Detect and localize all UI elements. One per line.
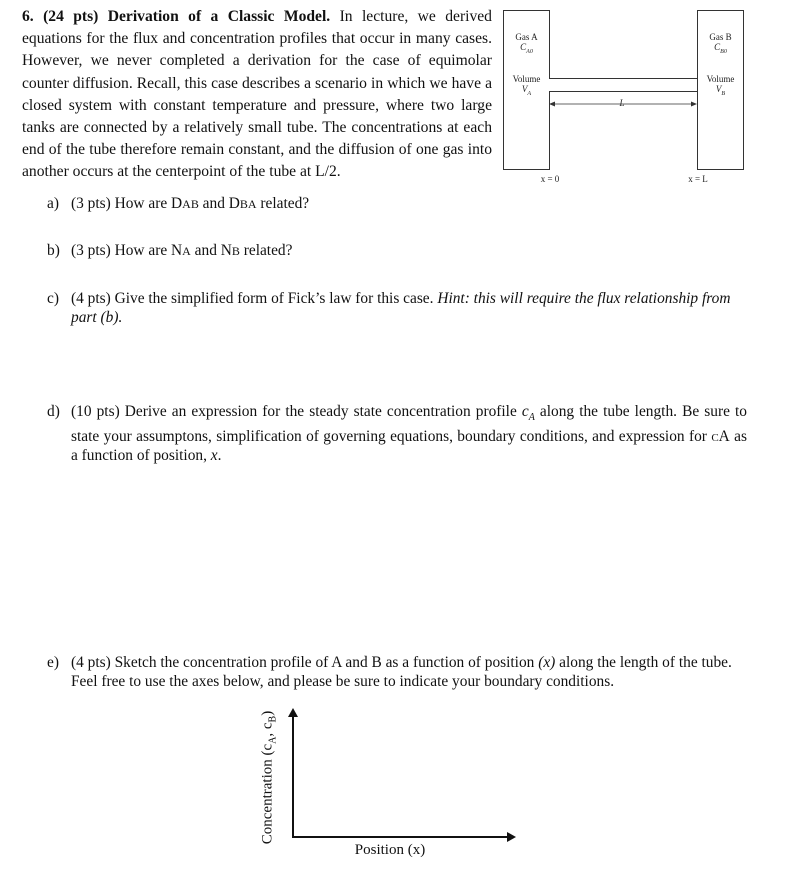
problem-text: In lecture, we derived equations for the flux and concentration profiles that occur in many cases. However, we never completed a derivation for the case of equimolar counter diffusion. Recall, this case describes a scenario in which we have a closed system with constant temperature and pressure, where two large tanks are connected by a relatively small tube. The concentrations at each end of the tube therefore remain constant, and the diffusion of one gas into another occurs at the centerpoint of the tube at L/2. — [22, 8, 492, 181]
x-axis-arrowhead — [506, 831, 516, 843]
question-d: d) (10 pts) Derive an expression for the steady state concentration profile $c_A$ along the tube length. Be sure to state your assumptons, simplification of governing equations, boundary conditions, and expression for cA as a function of position, x. — [47, 403, 747, 465]
tank-b-gas-label: Gas B $C_{B0}$ — [709, 32, 732, 55]
sketch-axes — [250, 700, 550, 870]
tank-a-volume-label: Volume $V_A$ — [512, 74, 541, 97]
y-axis-arrowhead — [287, 708, 299, 718]
length-label: L — [619, 98, 625, 108]
x-axis — [292, 836, 508, 838]
y-axis-label: Concentration ($c_A$, $c_B$) — [259, 710, 279, 845]
y-axis — [292, 714, 294, 838]
question-b: b) (3 pts) How are NA and NB related? — [47, 242, 293, 259]
x0-label: x = 0 — [540, 174, 560, 184]
question-a: a) (3 pts) How are DAB and DBA related? — [47, 195, 310, 212]
xL-label: x = L — [688, 174, 708, 184]
connecting-tube — [549, 78, 697, 92]
question-e: e) (4 pts) Sketch the concentration profile of A and B as a function of position (x) along the length of the tube. Feel free to use the axes below, and please be sure to indicate your boundary conditions. — [47, 654, 732, 690]
problem-heading: 6. (24 pts) Derivation of a Classic Model. — [22, 8, 331, 25]
tank-a-gas-label: Gas A $C_{A0}$ — [515, 32, 538, 55]
problem-intro — [22, 6, 492, 184]
x-axis-label: Position (x) — [354, 842, 426, 858]
tank-diagram — [500, 10, 800, 190]
tank-b-volume-label: Volume $V_B$ — [706, 74, 735, 97]
question-c: c) (4 pts) Give the simplified form of Fick’s law for this case. Hint: this will require the flux relationship from part (b). — [47, 290, 731, 326]
